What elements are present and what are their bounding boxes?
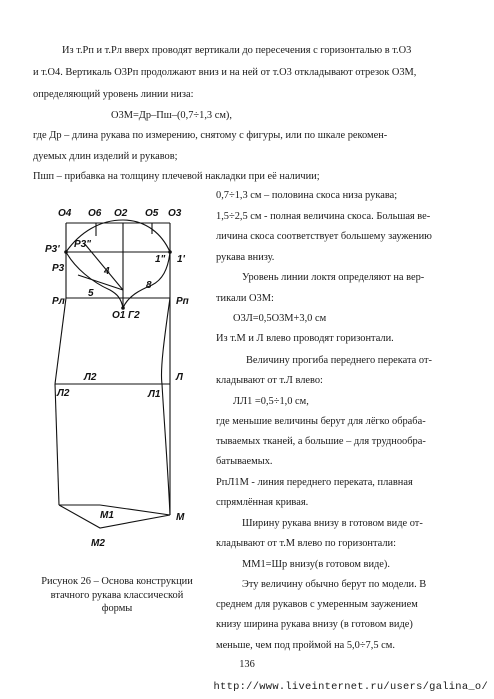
right-line-20: Эту величину обычно берут по модели. В <box>242 579 427 590</box>
right-line-6: тикали О3М: <box>216 293 274 304</box>
para-line-2: и т.О4. Вертикаль О3Рп продолжают вниз и на ней от т.О3 откладывают отрезок О3М, <box>33 67 417 78</box>
para-line-6: Пшп – прибавка на толщину плечевой накладки при её наличии; <box>33 171 320 182</box>
caption-line-1: Рисунок 26 – Основа конструкции <box>41 576 193 587</box>
right-line-22: книзу ширина рукава внизу (в готовом виде) <box>216 619 413 630</box>
label-p3: Р3 <box>52 263 65 274</box>
right-line-12: где меньшие величины берут для лёгко обраба- <box>216 416 426 427</box>
label-o5: О5 <box>145 208 159 219</box>
label-five: 5 <box>88 288 94 299</box>
label-l2: Л2 <box>84 372 97 383</box>
point-p3 <box>64 250 68 254</box>
right-formula-offset: ЛЛ1 =0,5÷1,0 см, <box>233 396 309 407</box>
right-line-14: батываемых. <box>216 456 273 467</box>
label-o1: О1 <box>112 310 126 321</box>
caption-line-2: втачного рукава классической <box>50 589 184 601</box>
label-pp: Рп <box>176 296 189 307</box>
line-back-lower <box>55 384 59 505</box>
right-line-1: 0,7÷1,3 см – половина скоса низа рукава; <box>216 190 398 201</box>
right-line-2: 1,5÷2,5 см - полная величина скоса. Большая ве- <box>216 211 431 222</box>
caption-line-3: формы <box>101 603 133 614</box>
label-eight: 8 <box>146 280 152 291</box>
right-formula-width: ММ1=Шр внизу(в готовом виде). <box>242 559 390 570</box>
label-l1: Л1 <box>148 389 161 400</box>
formula-sleeve-length: О3М=Др–Пш–(0,7÷1,3 см), <box>111 110 232 121</box>
right-line-15: РпЛ1М - линия переднего переката, плавная <box>216 477 413 488</box>
label-m1: М1 <box>100 510 114 521</box>
label-p3-prime: Р3' <box>45 244 60 255</box>
para-line-1: Из т.Рп и т.Рл вверх проводят вертикали до пересечения с горизонталью в т.О3 <box>62 45 412 56</box>
right-line-16: спрямлённая кривая. <box>216 497 309 508</box>
right-line-17: Ширину рукава внизу в готовом виде от- <box>242 518 423 529</box>
point-one-prime <box>168 250 172 254</box>
front-seam-curve <box>161 298 170 515</box>
figure-caption <box>22 575 212 616</box>
right-formula-elbow: О3Л=0,5О3М+3,0 см <box>233 313 327 324</box>
label-four: 4 <box>104 266 110 277</box>
label-p3-double: Р3" <box>74 239 91 250</box>
para-line-5: дуемых длин изделий и рукавов; <box>33 151 178 162</box>
label-l2-left: Л2 <box>57 388 70 399</box>
label-o3: О3 <box>168 208 182 219</box>
right-line-8: Из т.М и Л влево проводят горизонтали. <box>216 333 394 344</box>
para-line-4: где Др – длина рукава по измерению, снятому с фигуры, или по шкале рекомен- <box>33 130 388 141</box>
right-line-3: личина скоса соответствует большему заужению <box>216 231 432 242</box>
right-line-10: кладывают от т.Л влево: <box>216 375 323 386</box>
label-o2: О2 <box>114 208 128 219</box>
label-m2: М2 <box>91 538 105 549</box>
right-line-21: среднем для рукавов с умеренным заужением <box>216 599 418 610</box>
label-pl: Рл <box>52 296 65 307</box>
right-line-5: Уровень линии локтя определяют на вер- <box>242 272 425 283</box>
line-back-upper <box>55 298 66 384</box>
right-line-4: рукава внизу. <box>216 252 275 263</box>
label-o6: О6 <box>88 208 102 219</box>
label-m: М <box>176 512 185 523</box>
source-url: http://www.liveinternet.ru/users/galina_o/ <box>213 681 488 693</box>
right-line-23: меньше, чем под проймой на 5,0÷7,5 см. <box>216 640 395 651</box>
right-line-13: тываемых тканей, а большие – для труднообра- <box>216 436 426 447</box>
label-o4: О4 <box>58 208 72 219</box>
label-g2: Г2 <box>128 310 140 321</box>
label-one-prime: 1' <box>177 254 185 265</box>
hem-m2-m <box>59 505 170 528</box>
page-number: 136 <box>239 659 255 670</box>
label-one-double: 1" <box>155 254 166 265</box>
para-line-3: определяющий уровень линии низа: <box>33 89 194 100</box>
right-line-9: Величину прогиба переднего переката от- <box>246 355 432 366</box>
right-line-18: кладывают от т.М влево по горизонтали: <box>216 538 396 549</box>
label-l: Л <box>176 372 183 383</box>
